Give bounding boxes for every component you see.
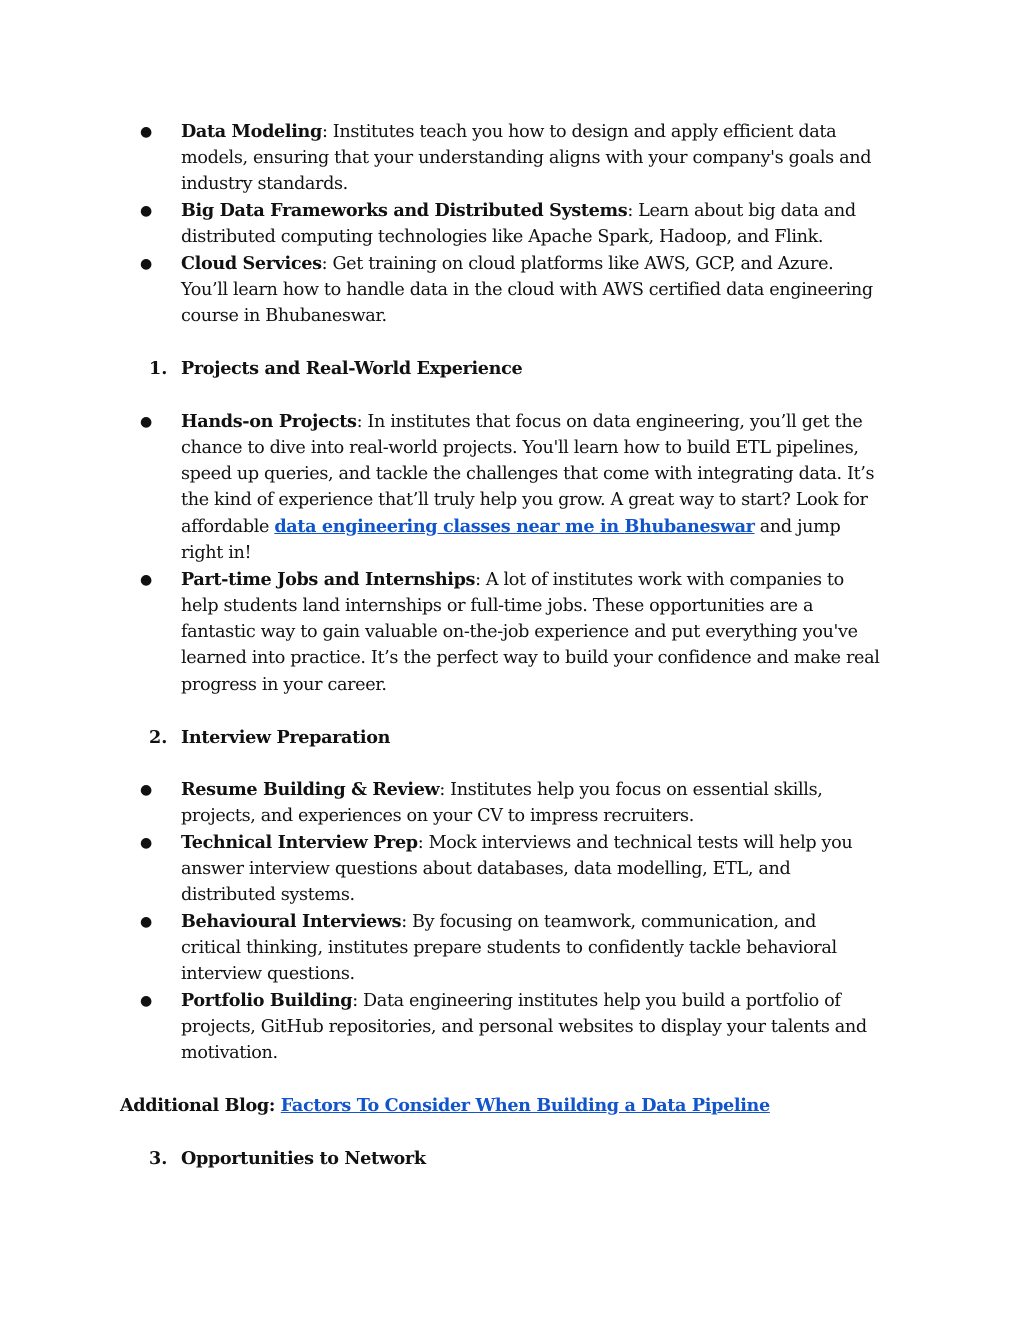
item-term: Portfolio Building (181, 990, 353, 1011)
item-text: answer interview questions about databases, data modelling, ETL, and (181, 859, 791, 879)
additional-blog (120, 1093, 770, 1119)
item-text-with-link: affordable data engineering classes near me in Bhubaneswar and jump (181, 516, 841, 537)
list-item-data-modeling: Data Modeling: Institutes teach you how to design and apply efficient data (181, 121, 837, 142)
section-number: 3. (149, 1148, 168, 1169)
list-item-part-time-jobs: Part-time Jobs and Internships: A lot of institutes work with companies to (181, 569, 844, 590)
bullet-icon: ● (140, 124, 153, 140)
section-number: 2. (149, 727, 168, 748)
bullet-icon: ● (140, 203, 153, 219)
bullet-icon: ● (140, 914, 153, 930)
item-term: Hands-on Projects (181, 411, 357, 432)
item-term: Cloud Services (181, 253, 322, 274)
item-text: industry standards. (181, 174, 348, 194)
item-text: critical thinking, institutes prepare students to confidently tackle behavioral (181, 938, 837, 958)
list-item-resume: Resume Building & Review: Institutes help you focus on essential skills, (181, 779, 823, 800)
item-text: fantastic way to gain valuable on-the-job experience and put everything you've (181, 622, 858, 642)
list-item-portfolio: Portfolio Building: Data engineering institutes help you build a portfolio of (181, 990, 841, 1011)
item-term: Resume Building & Review (181, 779, 440, 800)
item-text: distributed computing technologies like Apache Spark, Hadoop, and Flink. (181, 227, 824, 247)
additional-blog-label: Additional Blog: (120, 1095, 281, 1116)
item-text: help students land internships or full-time jobs. These opportunities are a (181, 596, 814, 616)
item-text: motivation. (181, 1043, 278, 1063)
item-text: projects, and experiences on your CV to impress recruiters. (181, 806, 694, 826)
item-text: You’ll learn how to handle data in the cloud with AWS certified data engineering (181, 280, 873, 300)
bullet-icon: ● (140, 572, 153, 588)
bullet-icon: ● (140, 782, 153, 798)
item-text: models, ensuring that your understanding aligns with your company's goals and (181, 148, 872, 168)
list-item-cloud-services: Cloud Services: Get training on cloud platforms like AWS, GCP, and Azure. (181, 253, 834, 274)
bullet-icon: ● (140, 993, 153, 1009)
section-heading-network: Opportunities to Network (181, 1148, 426, 1169)
bullet-icon: ● (140, 835, 153, 851)
item-text: the kind of experience that’ll truly help you grow. A great way to start? Look for (181, 490, 868, 510)
item-term: Part-time Jobs and Internships (181, 569, 476, 590)
bullet-icon: ● (140, 256, 153, 272)
bullet-icon: ● (140, 414, 153, 430)
section-number: 1. (149, 358, 168, 379)
item-text: speed up queries, and tackle the challenges that come with integrating data. It’s (181, 464, 875, 484)
item-text: distributed systems. (181, 885, 355, 905)
item-term: Technical Interview Prep (181, 832, 418, 853)
item-text: course in Bhubaneswar. (181, 306, 387, 326)
item-text: right in! (181, 543, 252, 563)
section-heading-interview: Interview Preparation (181, 727, 391, 748)
list-item-big-data: Big Data Frameworks and Distributed Systems: Learn about big data and (181, 200, 856, 221)
item-text: progress in your career. (181, 675, 387, 695)
list-item-hands-on-projects: Hands-on Projects: In institutes that focus on data engineering, you’ll get the (181, 411, 863, 432)
item-text: learned into practice. It’s the perfect way to build your confidence and make real (181, 648, 880, 668)
item-text: interview questions. (181, 964, 355, 984)
item-term: Data Modeling (181, 121, 322, 142)
classes-near-me-link[interactable]: data engineering classes near me in Bhubaneswar (274, 516, 755, 537)
item-text: chance to dive into real-world projects. You'll learn how to build ETL pipelines, (181, 438, 859, 458)
item-term: Big Data Frameworks and Distributed Systems (181, 200, 628, 221)
item-term: Behavioural Interviews (181, 911, 402, 932)
list-item-behavioural: Behavioural Interviews: By focusing on teamwork, communication, and (181, 911, 817, 932)
list-item-technical-prep: Technical Interview Prep: Mock interviews and technical tests will help you (181, 832, 853, 853)
item-text: projects, GitHub repositories, and personal websites to display your talents and (181, 1017, 867, 1037)
data-pipeline-blog-link[interactable]: Factors To Consider When Building a Data Pipeline (280, 1095, 770, 1116)
section-heading-projects: Projects and Real-World Experience (181, 358, 523, 379)
